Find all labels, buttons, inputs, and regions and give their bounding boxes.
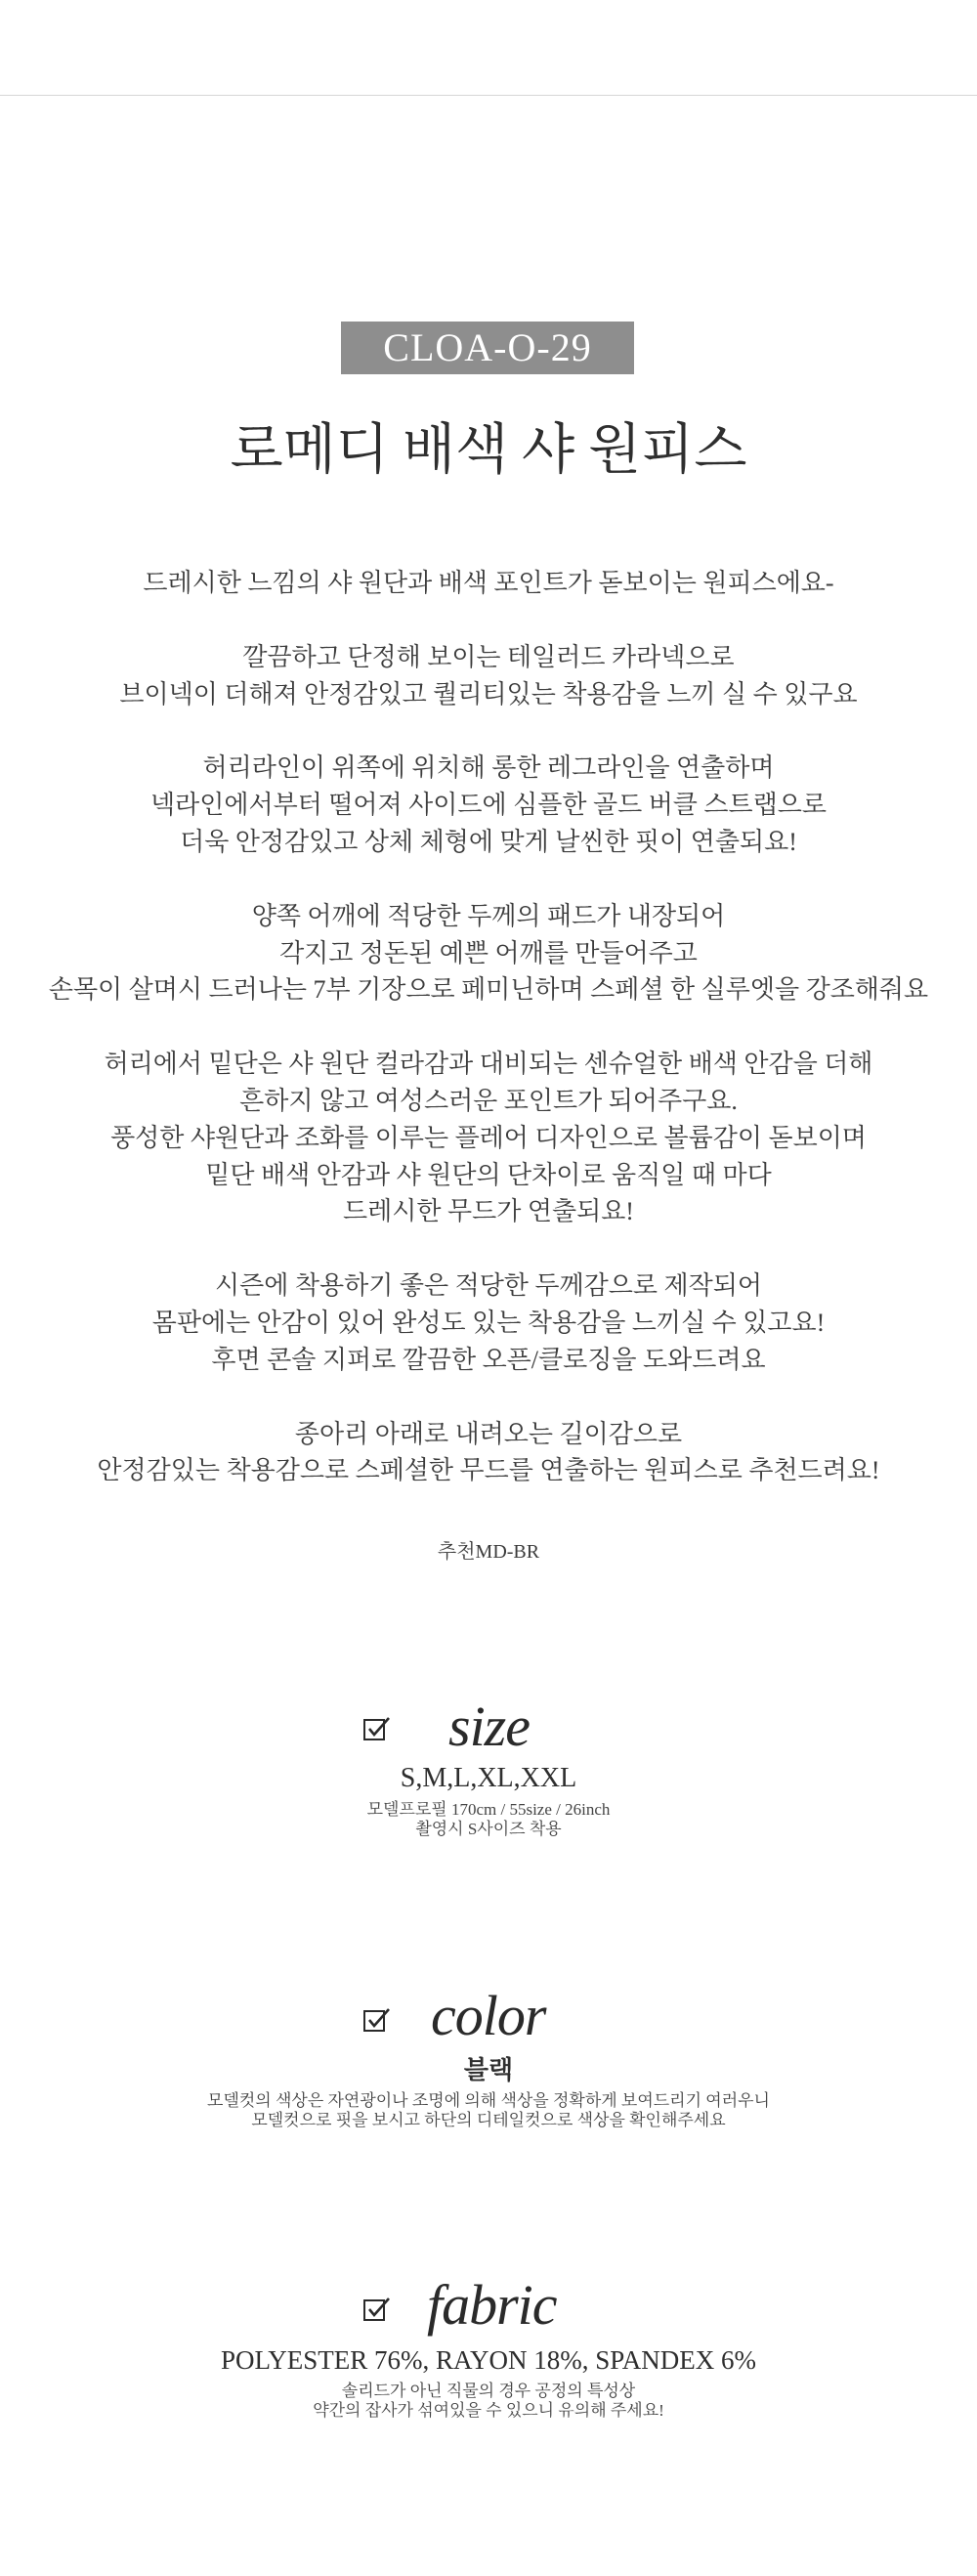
desc-paragraph	[0, 898, 977, 1009]
checkbox-icon	[363, 2007, 389, 2033]
checkbox-icon	[363, 2297, 389, 2322]
desc-line: 밑단 배색 안감과 샤 원단의 단차이로 움직일 때 마다	[205, 1160, 772, 1189]
shot-size-note: 촬영시 S사이즈 착용	[415, 1820, 562, 1838]
md-signature: 추천MD-BR	[437, 1541, 540, 1563]
desc-line: 드레시한 느낌의 샤 원단과 배색 포인트가 돋보이는 원피스에요-	[143, 569, 834, 597]
desc-line: 넥라인에서부터 떨어져 사이드에 심플한 골드 버클 스트랩으로	[149, 791, 828, 820]
desc-line: 허리에서 밑단은 샤 원단 컬라감과 대비되는 센슈얼한 배색 안감을 더해	[104, 1050, 873, 1079]
desc-paragraph	[0, 1046, 977, 1230]
model-profile: 모델프로필 170cm / 55size / 26inch	[366, 1800, 611, 1819]
desc-line: 더욱 안정감있고 상체 체형에 맞게 날씬한 핏이 연출되요!	[180, 827, 797, 856]
desc-paragraph	[0, 750, 977, 860]
desc-paragraph	[0, 639, 977, 713]
desc-paragraph	[0, 565, 977, 602]
desc-line: 손목이 살며시 드러나는 7부 기장으로 페미닌하며 스페셜 한 실루엣을 강조해줘요	[48, 975, 929, 1005]
product-title: 로메디 배색 샤 원피스	[230, 420, 747, 481]
top-divider	[0, 95, 977, 96]
desc-line: 후면 콘솔 지퍼로 깔끔한 오픈/클로징을 도와드려요	[211, 1345, 766, 1374]
desc-line: 풍성한 샤원단과 조화를 이루는 플레어 디자인으로 볼륨감이 돋보이며	[110, 1123, 867, 1152]
color-heading: color	[431, 1984, 546, 2047]
desc-line: 양쪽 어깨에 적당한 두께의 패드가 내장되어	[251, 901, 726, 930]
desc-line: 드레시한 무드가 연출되요!	[343, 1197, 634, 1226]
product-description	[0, 565, 977, 1526]
desc-line: 흔하지 않고 여성스러운 포인트가 되어주구요.	[239, 1086, 738, 1115]
size-values: S,M,L,XL,XXL	[400, 1763, 577, 1793]
size-section-header	[0, 1691, 977, 1769]
desc-paragraph	[0, 1267, 977, 1378]
desc-line: 안정감있는 착용감으로 스페셜한 무드를 연출하는 원피스로 추천드려요!	[97, 1456, 880, 1485]
fabric-note: 솔리드가 아닌 직물의 경우 공정의 특성상	[341, 2382, 636, 2400]
fabric-note: 약간의 잡사가 섞여있을 수 있으니 유의해 주세요!	[313, 2401, 664, 2420]
fabric-composition: POLYESTER 76%, RAYON 18%, SPANDEX 6%	[220, 2345, 757, 2375]
color-note: 모델컷으로 핏을 보시고 하단의 디테일컷으로 색상을 확인해주세요	[251, 2111, 726, 2129]
desc-paragraph	[0, 1416, 977, 1490]
fabric-section-header	[0, 2267, 977, 2345]
color-section-header	[0, 1978, 977, 2056]
product-code-badge: CLOA-O-29	[341, 322, 634, 374]
color-note: 모델컷의 색상은 자연광이나 조명에 의해 색상을 정확하게 보여드리기 여러우니	[207, 2091, 770, 2110]
color-value: 블랙	[463, 2056, 514, 2084]
desc-line: 몸판에는 안감이 있어 완성도 있는 착용감을 느끼실 수 있고요!	[151, 1308, 826, 1337]
size-heading: size	[448, 1695, 530, 1758]
desc-line: 종아리 아래로 내려오는 길이감으로	[294, 1419, 683, 1448]
desc-line: 허리라인이 위쪽에 위치해 롱한 레그라인을 연출하며	[202, 753, 775, 783]
checkbox-icon	[363, 1716, 389, 1741]
fabric-heading: fabric	[427, 2273, 557, 2337]
desc-line: 각지고 정돈된 예쁜 어깨를 만들어주고	[279, 938, 698, 967]
desc-line: 깔끔하고 단정해 보이는 테일러드 카라넥으로	[242, 642, 735, 671]
desc-line: 시즌에 착용하기 좋은 적당한 두께감으로 제작되어	[215, 1271, 762, 1301]
desc-line: 브이넥이 더해져 안정감있고 퀄리티있는 착용감을 느끼 실 수 있구요	[119, 679, 858, 708]
